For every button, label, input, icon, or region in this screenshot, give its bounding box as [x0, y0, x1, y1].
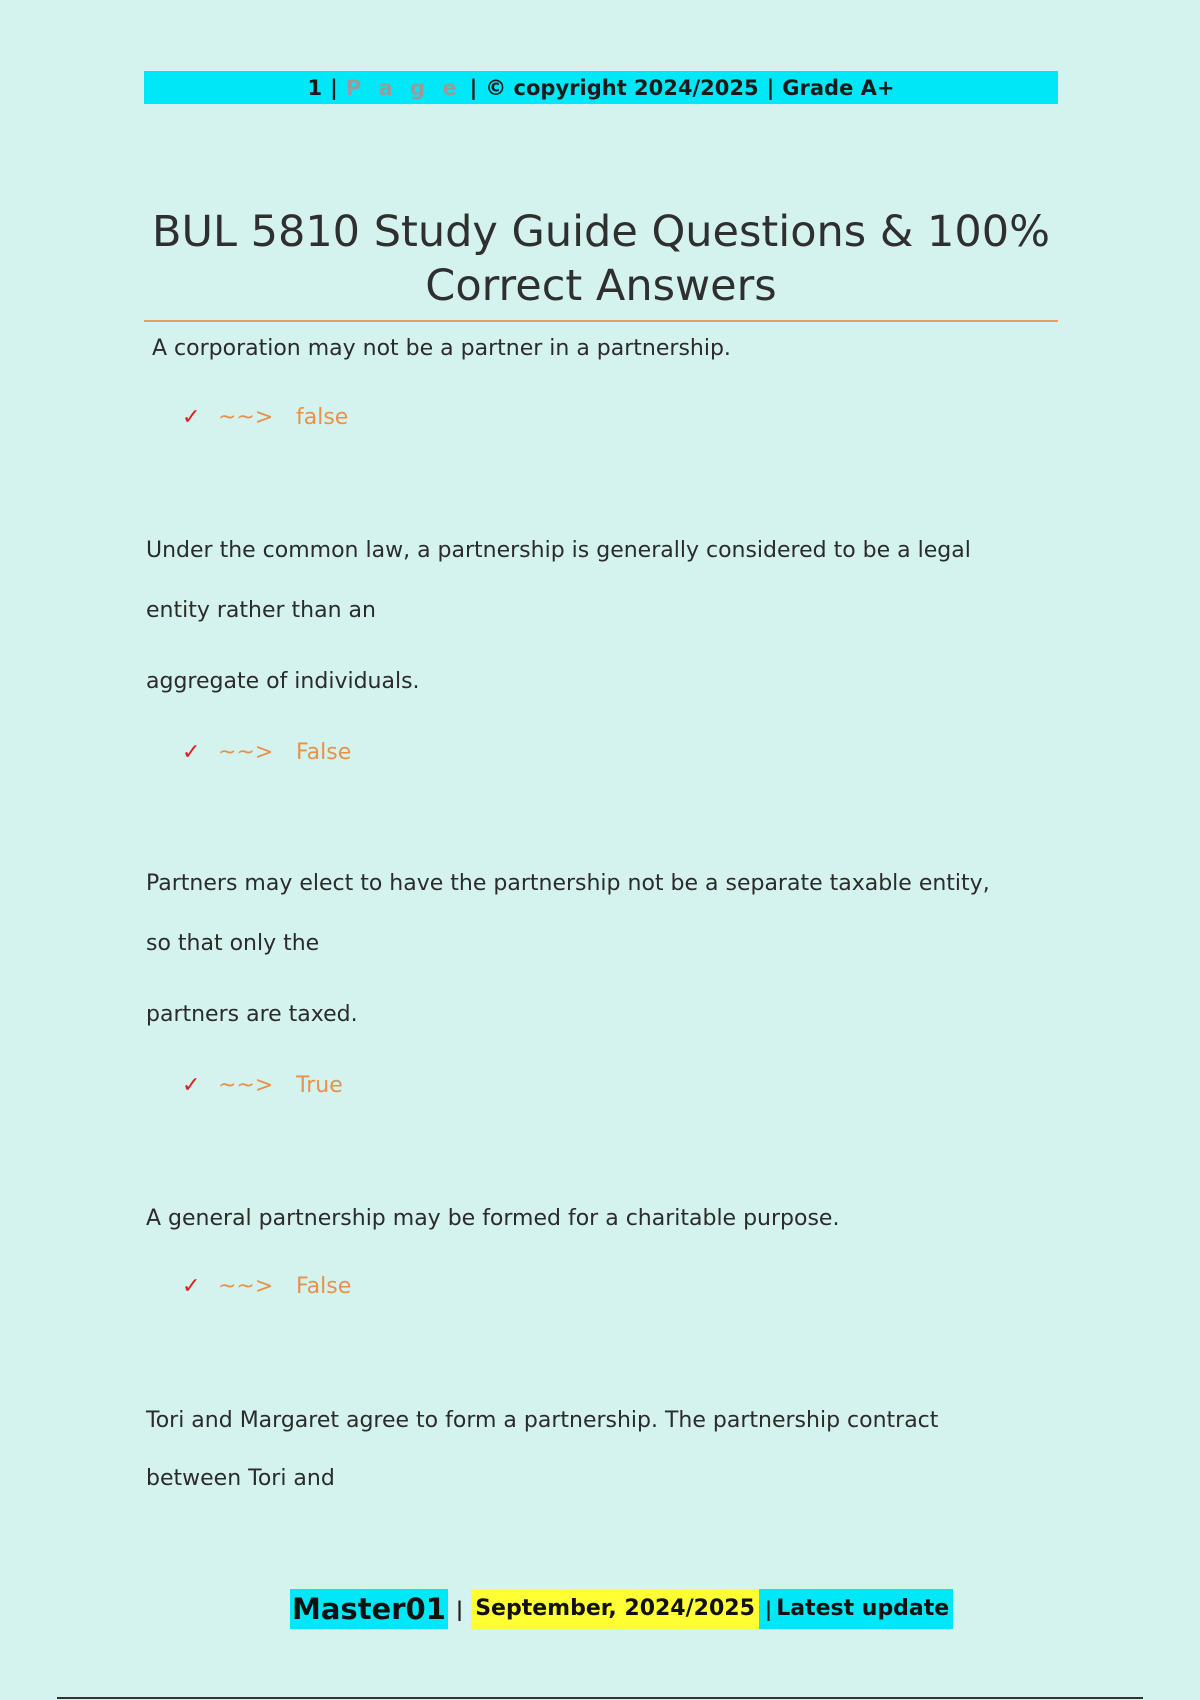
footer-update: Latest update	[776, 1589, 953, 1629]
arrow-icon: ~~>	[218, 1274, 274, 1299]
question-text: Under the common law, a partnership is generally considered to be a legal	[146, 538, 971, 563]
question-text: so that only the	[146, 931, 320, 956]
question-text: Partners may elect to have the partnership not be a separate taxable entity,	[146, 871, 990, 896]
arrow-icon: ~~>	[218, 1073, 274, 1098]
check-icon: ✓	[182, 740, 201, 765]
page-footer	[290, 1589, 953, 1629]
check-icon: ✓	[182, 405, 201, 430]
page-bottom-rule	[57, 1697, 1143, 1699]
answer-row	[182, 1274, 351, 1299]
copyright-text: © copyright 2024/2025	[485, 75, 759, 100]
document-title	[144, 205, 1058, 313]
question-text: aggregate of individuals.	[146, 669, 420, 694]
answer-row	[182, 405, 348, 430]
answer-text: False	[296, 740, 352, 765]
answer-text: True	[296, 1073, 343, 1098]
header-separator: |	[330, 75, 338, 100]
question-text: A general partnership may be formed for a charitable purpose.	[146, 1206, 840, 1231]
check-icon: ✓	[182, 1073, 201, 1098]
arrow-icon: ~~>	[218, 405, 274, 430]
question-text: A corporation may not be a partner in a partnership.	[152, 336, 731, 361]
question-text: Tori and Margaret agree to form a partnership. The partnership contract	[146, 1408, 939, 1433]
title-line-2: Correct Answers	[425, 261, 777, 311]
question-text: entity rather than an	[146, 598, 376, 623]
page-word: P a g e	[345, 75, 462, 100]
page-number: 1	[307, 75, 323, 100]
footer-separator: |	[759, 1589, 776, 1629]
footer-author: Master01	[290, 1589, 448, 1629]
question-text: between Tori and	[146, 1466, 335, 1491]
grade-text: Grade A+	[782, 75, 895, 100]
arrow-icon: ~~>	[218, 740, 274, 765]
footer-separator: |	[455, 1597, 464, 1621]
page-header-bar	[144, 71, 1058, 104]
title-line-1: BUL 5810 Study Guide Questions & 100%	[152, 207, 1050, 257]
question-text: partners are taxed.	[146, 1002, 358, 1027]
header-separator: |	[469, 75, 478, 100]
header-separator: |	[766, 75, 775, 100]
check-icon: ✓	[182, 1274, 201, 1299]
answer-text: False	[296, 1274, 352, 1299]
answer-text: false	[296, 405, 349, 430]
title-underline	[144, 320, 1058, 322]
answer-row	[182, 1073, 343, 1098]
footer-date: September, 2024/2025	[471, 1589, 759, 1629]
answer-row	[182, 740, 351, 765]
